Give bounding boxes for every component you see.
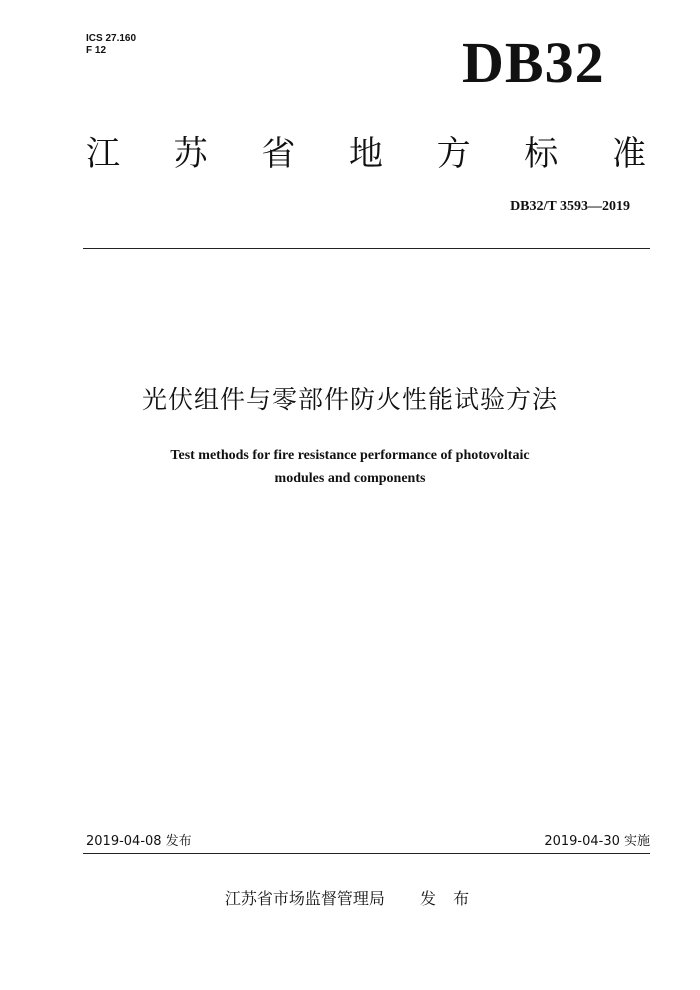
category-char: 苏 (173, 134, 208, 174)
ccs-code: F 12 (86, 45, 107, 56)
implementation-date: 2019-04-30 实施 (544, 834, 650, 849)
db32-logo: DB32 (462, 30, 605, 95)
category-char: 标 (524, 134, 559, 174)
standard-category (86, 130, 646, 178)
category-char: 方 (436, 134, 471, 174)
issue-date: 2019-04-08 发布 (86, 834, 192, 849)
english-title-line: Test methods for fire resistance performance of photovoltaic (170, 448, 530, 463)
classification-codes (86, 33, 136, 57)
issuer-name: 江苏省市场监督管理局 (224, 889, 385, 908)
category-char: 准 (611, 134, 646, 174)
top-divider (83, 248, 650, 249)
issuer-action: 发 布 (420, 889, 476, 908)
bottom-divider (83, 853, 650, 854)
standard-number: DB32/T 3593—2019 (510, 199, 630, 214)
issuer (0, 888, 700, 910)
english-title (120, 444, 580, 490)
category-char: 省 (261, 134, 296, 174)
chinese-title: 光伏组件与零部件防火性能试验方法 (141, 385, 558, 414)
english-title-line: modules and components (274, 471, 426, 486)
category-char: 地 (348, 134, 383, 174)
category-char: 江 (86, 134, 120, 174)
ics-code: ICS 27.160 (86, 33, 137, 44)
